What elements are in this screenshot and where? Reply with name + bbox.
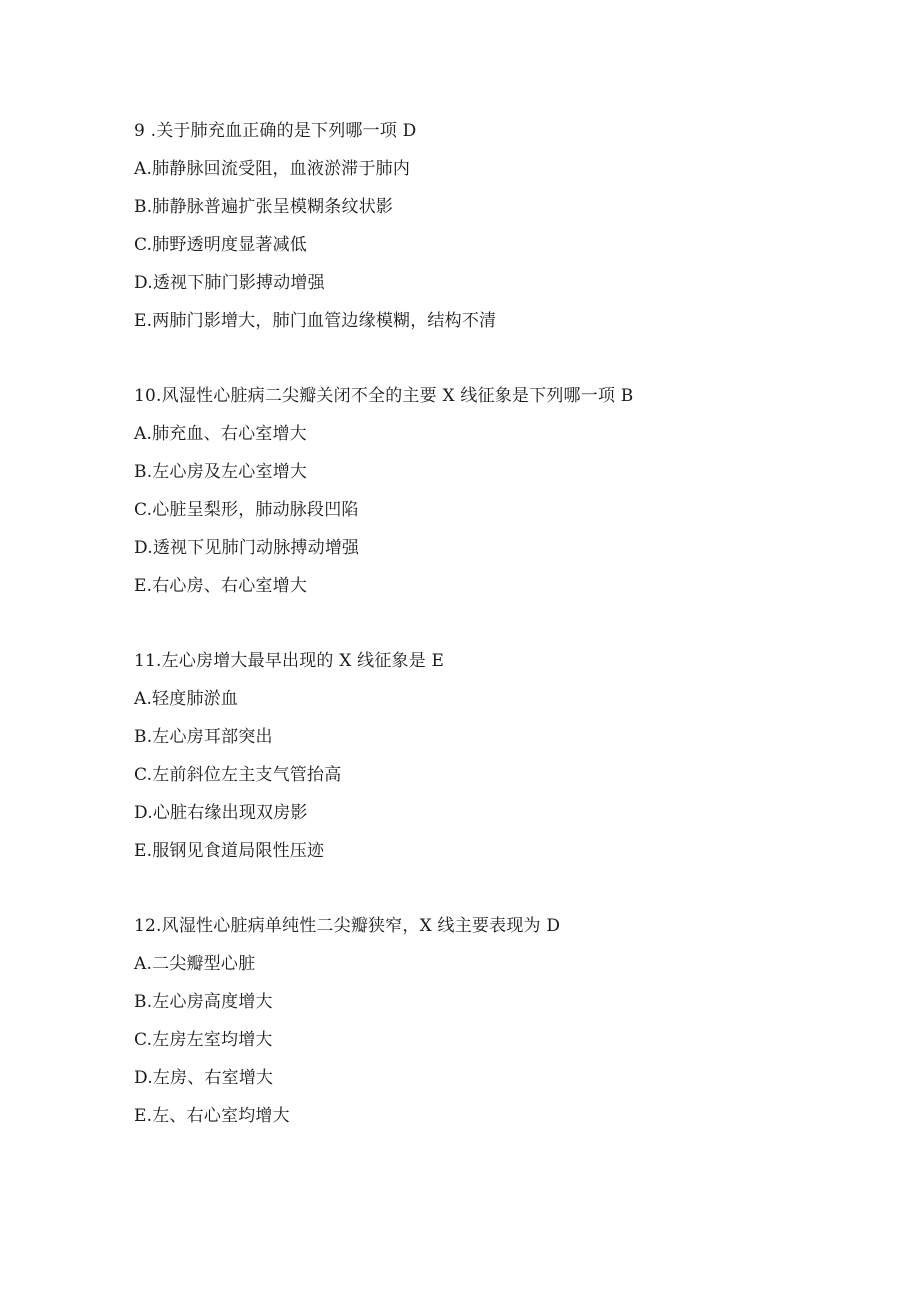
option-b: B.左心房高度增大 <box>134 992 273 1012</box>
option-b: B.肺静脉普遍扩张呈模糊条纹状影 <box>134 197 394 217</box>
question-stem: 9 .关于肺充血正确的是下列哪一项 D <box>134 121 417 141</box>
option-c: C.左前斜位左主支气管抬高 <box>134 765 342 785</box>
option-d: D.透视下见肺门动脉搏动增强 <box>134 538 360 558</box>
option-a: A.肺充血、右心室增大 <box>134 424 307 444</box>
question-stem: 10.风湿性心脏病二尖瓣关闭不全的主要 X 线征象是下列哪一项 B <box>134 386 634 406</box>
option-d: D.左房、右室增大 <box>134 1068 274 1088</box>
option-a: A.肺静脉回流受阻，血液淤滞于肺内 <box>134 159 411 179</box>
question-10 <box>134 377 834 605</box>
option-c: C.心脏呈梨形，肺动脉段凹陷 <box>134 500 359 520</box>
option-d: D.心脏右缘出现双房影 <box>134 803 308 823</box>
option-b: B.左心房耳部突出 <box>134 727 273 747</box>
option-d: D.透视下肺门影搏动增强 <box>134 273 325 293</box>
question-stem: 11.左心房增大最早出现的 X 线征象是 E <box>134 651 445 671</box>
option-e: E.服钢见食道局限性压迹 <box>134 841 325 861</box>
question-9 <box>134 112 834 340</box>
option-e: E.左、右心室均增大 <box>134 1106 290 1126</box>
option-a: A.轻度肺淤血 <box>134 689 239 709</box>
option-b: B.左心房及左心室增大 <box>134 462 308 482</box>
question-12 <box>134 907 834 1135</box>
option-e: E.两肺门影增大，肺门血管边缘模糊，结构不清 <box>134 311 497 331</box>
option-e: E.右心房、右心室增大 <box>134 576 308 596</box>
option-c: C.左房左室均增大 <box>134 1030 273 1050</box>
question-stem: 12.风湿性心脏病单纯性二尖瓣狭窄，X 线主要表现为 D <box>134 916 561 936</box>
option-c: C.肺野透明度显著减低 <box>134 235 308 255</box>
option-a: A.二尖瓣型心脏 <box>134 954 256 974</box>
question-11 <box>134 642 834 870</box>
